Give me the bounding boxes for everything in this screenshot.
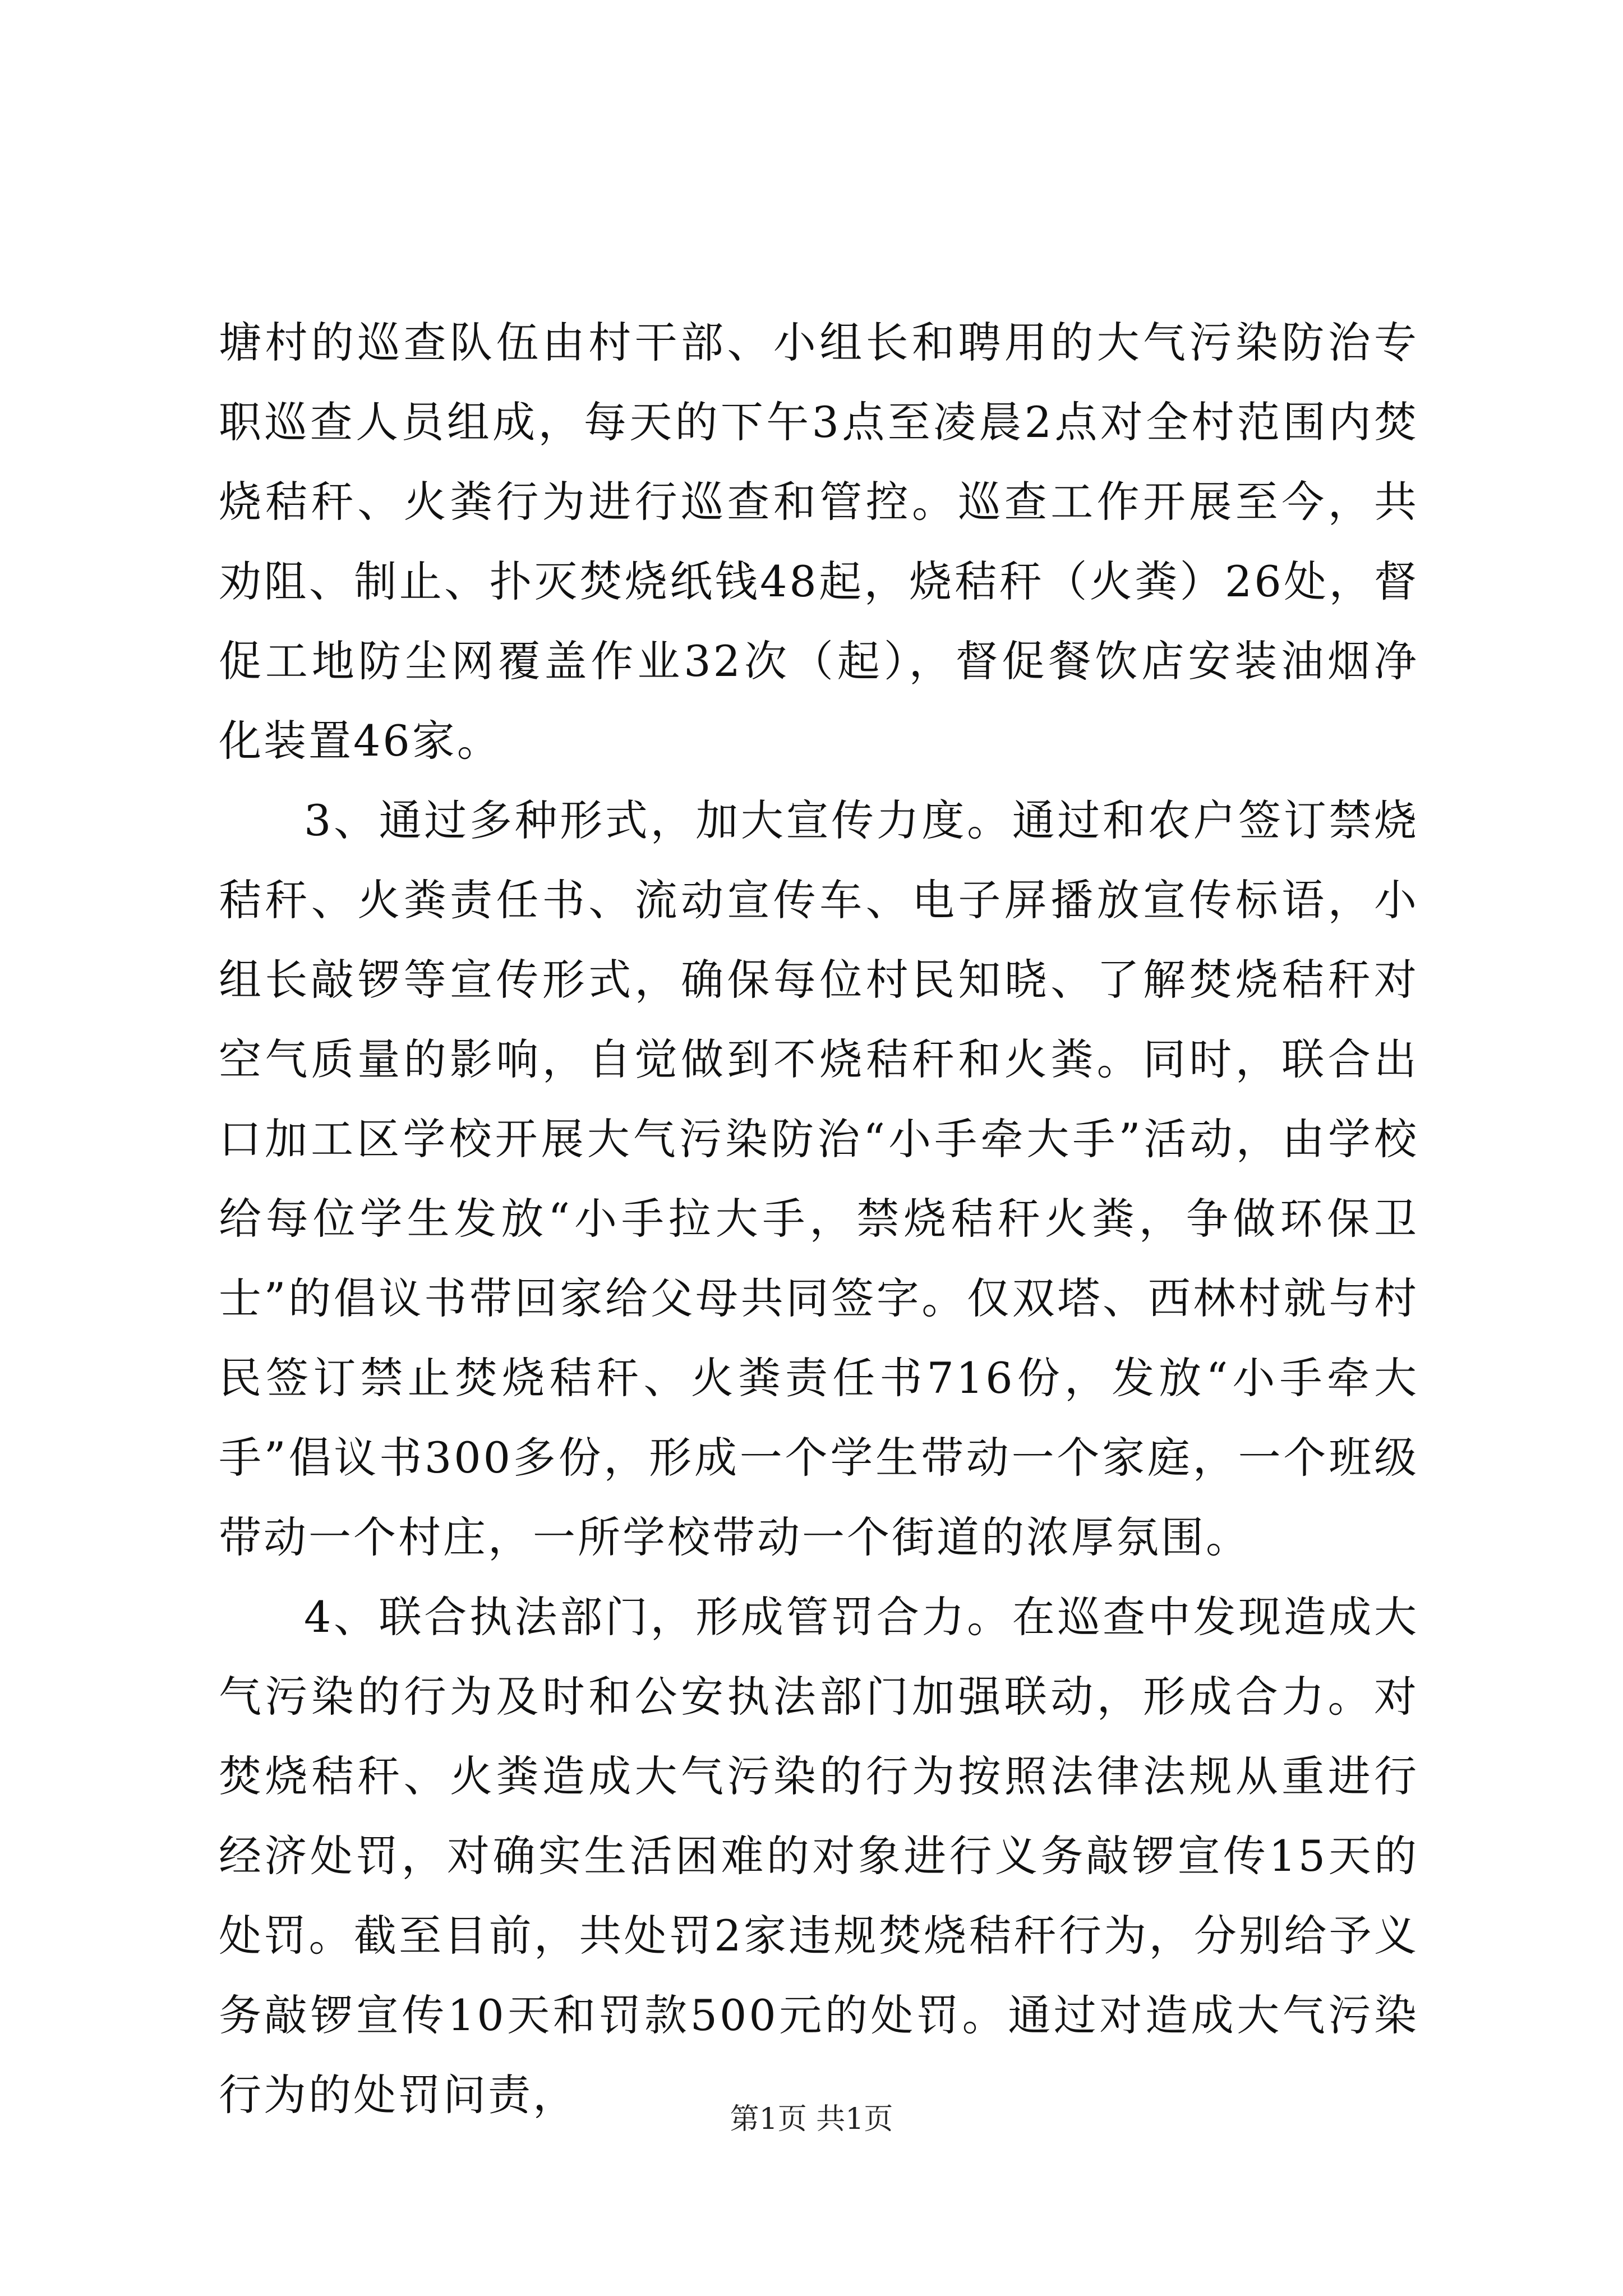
page-footer: 第1页 共1页 — [730, 2102, 893, 2136]
paragraph-publicity: 3、通过多种形式，加大宣传力度。通过和农户签订禁烧秸秆、火粪责任书、流动宣传车、电子屏播放宣传标语，小组长敲锣等宣传形式，确保每位村民知晓、了解焚烧秸秆对空气质量的影响，自觉做到不烧秸秆和火粪。同时，联合出口加工区学校开展大气污染防治“小手牵大手”活动，由学校给每位学生发放“小手拉大手，禁烧秸秆火粪，争做环保卫士”的倡议书带回家给父母共同签字。仅双塔、西林村就与村民签订禁止焚烧秸秆、火粪责任书716份，发放“小手牵大手”倡议书300多份，形成一个学生带动一个家庭，一个班级带动一个村庄，一所学校带动一个街道的浓厚氛围。 — [219, 795, 1419, 1562]
paragraph-patrol-results: 塘村的巡查队伍由村干部、小组长和聘用的大气污染防治专职巡查人员组成，每天的下午3点至凌晨2点对全村范围内焚烧秸秆、火粪行为进行巡查和管控。巡查工作开展至今，共劝阻、制止、扑灭焚烧纸钱48起，烧秸秆（火粪）26处，督促工地防尘网覆盖作业32次（起），督促餐饮店安装油烟净化装置46家。 — [219, 318, 1419, 766]
paragraph-enforcement: 4、联合执法部门，形成管罚合力。在巡查中发现造成大气污染的行为及时和公安执法部门加强联动，形成合力。对焚烧秸秆、火粪造成大气污染的行为按照法律法规从重进行经济处罚，对确实生活困难的对象进行义务敲锣宣传15天的处罚。截至目前，共处罚2家违规焚烧秸秆行为，分别给予义务敲锣宣传10天和罚款500元的处罚。通过对造成大气污染行为的处罚问责， — [219, 1592, 1419, 2120]
document-body — [219, 303, 1419, 2135]
